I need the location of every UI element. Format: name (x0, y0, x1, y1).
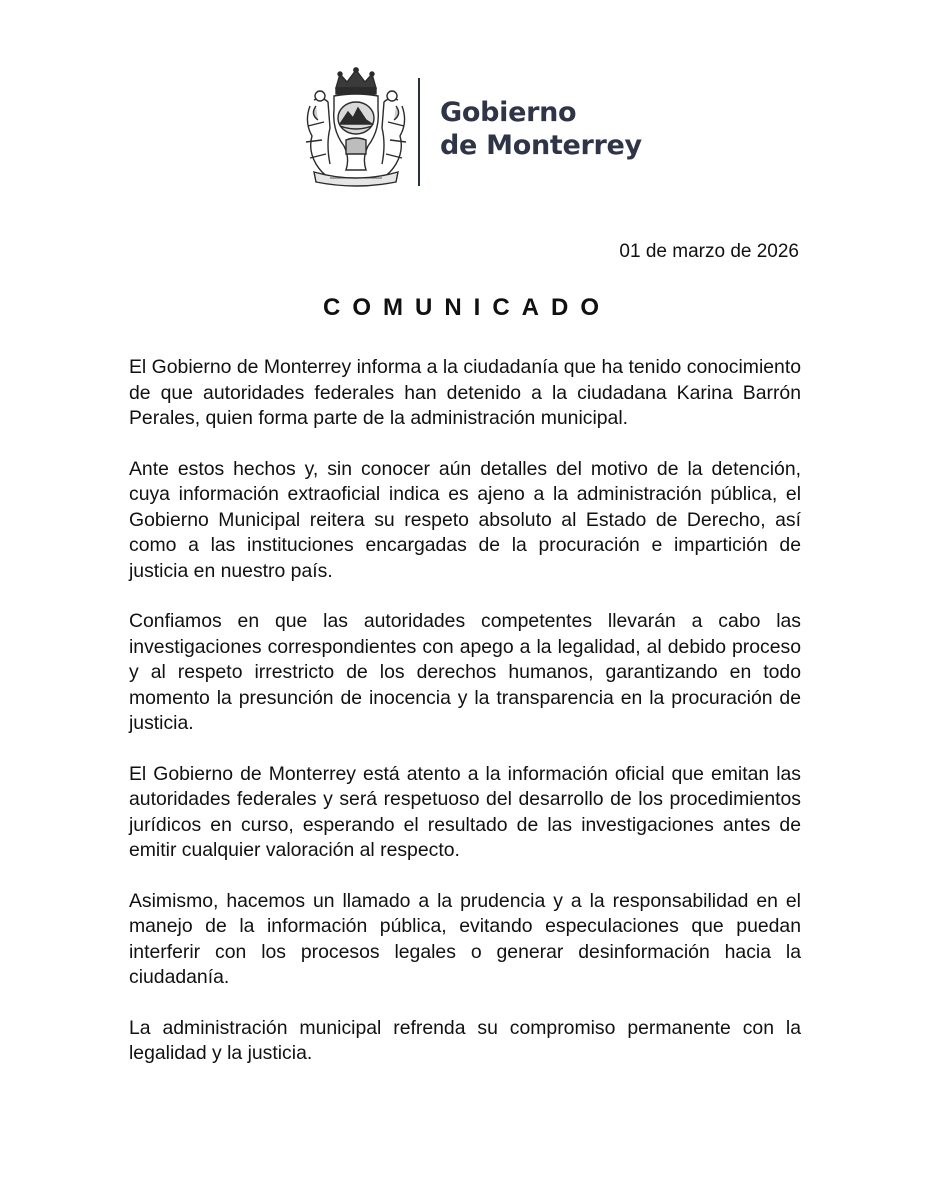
letterhead (300, 66, 660, 194)
paragraph: El Gobierno de Monterrey está atento a la información oficial que emitan las autoridades federales y será respetuoso del desarrollo de los procedimientos jurídicos en curso, esperando el resultado de las investigaciones antes de emitir cualquier valoración al respecto. (129, 762, 801, 861)
paragraph: El Gobierno de Monterrey informa a la ciudadanía que ha tenido conocimiento de que autoridades federales han detenido a la ciudadana Karina Barrón Perales, quien forma parte de la administración municipal. (129, 356, 801, 429)
paragraph: Asimismo, hacemos un llamado a la prudencia y a la responsabilidad en el manejo de la información pública, evitando especulaciones que puedan interferir con los procesos legales o generar desinformación hacia la ciudadanía. (129, 889, 801, 988)
brand-line-1: Gobierno (440, 97, 577, 128)
paragraph: Ante estos hechos y, sin conocer aún detalles del motivo de la detención, cuya información extraoficial indica es ajeno a la administración pública, el Gobierno Municipal reitera su respeto absoluto al Estado de Derecho, así como a las instituciones encargadas de la procuración e impartición de justicia en nuestro país. (129, 457, 801, 582)
brand-name (440, 96, 642, 162)
coat-of-arms-logo (300, 66, 412, 190)
paragraph: La administración municipal refrenda su compromiso permanente con la legalidad y la justicia. (129, 1016, 801, 1064)
paragraph: Confiamos en que las autoridades competentes llevarán a cabo las investigaciones correspondientes con apego a la legalidad, al debido proceso y al respeto irrestricto de los derechos humanos, garantizando en todo momento la presunción de inocencia y la transparencia en la procuración de justicia. (129, 610, 801, 734)
document-body (129, 355, 801, 1092)
document-title: COMUNICADO (323, 294, 611, 321)
document-date: 01 de marzo de 2026 (619, 241, 799, 262)
header-divider (418, 78, 420, 186)
brand-line-2: de Monterrey (440, 130, 642, 161)
